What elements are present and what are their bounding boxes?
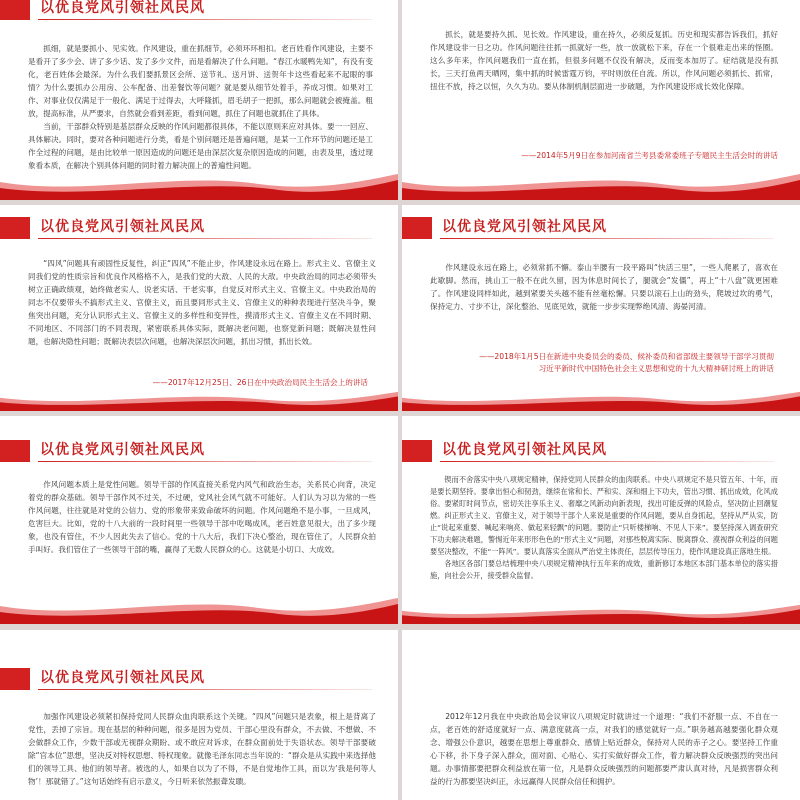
slide-header: [0, 664, 398, 694]
decorative-wave-footer: [402, 602, 800, 624]
decorative-wave-footer: [402, 389, 800, 411]
header-underline: [38, 238, 372, 239]
slide-2: [402, 0, 800, 200]
slide-body: [430, 710, 778, 788]
paragraph: 当前，干部群众特别是基层群众反映的作风问题都很具体，不能以原则来应对具体。要一一回应、具体解决。同时，要对各种问题进行分类，看是个别问题还是普遍问题，是某一工作环节的问题还是工作全过程的问题，是由比较单一原因造成的问题还是由深层次复杂原因造成的问题，由表及里，透过现象看本质，在解决个别具体问题的同时着力解决面上的普遍性问题。: [28, 122, 373, 170]
paragraph: 各地区各部门要总结梳理中央八项规定精神执行五年来的成效，重新修订本地区本部门基本单位的落实措施，向社会公开，接受群众监督。: [430, 559, 778, 580]
header-underline: [38, 689, 372, 690]
header-accent-bar: [0, 668, 30, 690]
paragraph: “四风”问题具有顽固性反复性，纠正“四风”不能止步，作风建设永远在路上。形式主义、官僚主义同我们党的性质宗旨和优良作风格格不入，是我们党的大敌、人民的大敌。中央政治局的同志必须带头树立正确政绩观，始终做老实人、说老实话、干老实事，自觉反对形式主义、官僚主义。中央政治局的同志不仅要带头不搞形式主义、官僚主义，而且要同形式主义、官僚主义的种种表现进行坚决斗争，聚焦突出问题，充分认识形式主义、官僚主义的多样性和变异性，摸清形式主义、官僚主义在不同时期、不同地区、不同部门的不同表现，紧密联系具体实际，既解决老问题，也察觉新问题；既解决显性问题，也解决隐性问题；既解决表层次问题，也解决深层次问题，抓出习惯，抓出长效。: [28, 259, 376, 346]
slide-title: 以优良党风引领社风民风: [40, 0, 205, 16]
speech-source: ——2017年12月25日、26日在中央政治局民主生活会上的讲话: [152, 378, 368, 387]
header-accent-bar: [0, 0, 30, 20]
slide-header: [402, 436, 800, 466]
header-underline: [38, 19, 372, 20]
slide-body: [28, 710, 376, 788]
paragraph: 加强作风建设必须紧扣保持党同人民群众血肉联系这个关键。“四风”问题只是表象，根上是背离了党性，丢掉了宗旨。现在基层的种种问题，很多是因为党员、干部心里没有群众，不去做、不想做、不会做群众工作，少数干部或无视群众期盼、或不敢应对诉求，在群众面前处于失语状态。领导干部要破除“官本位”思想，坚决反对特权思想、特权现象。就像毛泽东同志当年说的：“群众是从实践中来选择他们的领导工具、他们的领导者。被选的人，如果自以为了不得，不是自觉地作工具，而以为‘我是何等人物’！那就错了。”这句话始终有启示意义，今日听来依然振聋发聩。: [28, 712, 376, 786]
slide-title: 以优良党风引领社风民风: [40, 670, 205, 686]
slide-body: [28, 478, 376, 556]
slide-header: [402, 213, 800, 243]
decorative-wave-footer: [0, 594, 398, 624]
header-accent-bar: [0, 217, 30, 239]
slide-header: [0, 0, 398, 24]
slide-body: [28, 257, 376, 348]
slide-title: 以优良党风引领社风民风: [442, 442, 607, 458]
decorative-wave-footer: [402, 170, 800, 200]
slide-4: [402, 205, 800, 411]
slide-header: [0, 436, 398, 466]
paragraph: 锲而不舍落实中央八项规定精神，保持党同人民群众的血肉联系。中央八项规定不是只管五年、十年，而是要长期坚持。要拿出恒心和韧劲，继续在常和长、严和实、深和细上下功夫，管出习惯、抓出成效，化风成俗。要紧盯时间节点，密切关注享乐主义、奢靡之风新动向新表现，找出可能反弹的风险点，坚决防止回潮复燃。纠正形式主义、官僚主义，对于领导干部个人来说是重要的作风问题，要从自身抓起，坚持从严从实，防止“说起来重要、喊起来响亮、做起来轻飘”的问题。要防止“只听楼梯响、不见人下来”。要坚持深入调查研究下功夫解决难题，警惕近年来形形色色的“形式主义”问题，对那些脱离实际、脱离群众、漠视群众利益的问题要坚决整改，不能“一阵风”。要认真落实全面从严治党主体责任，层层传导压力，使作风建设真正落地生根。: [430, 475, 778, 556]
slide-5: [0, 416, 398, 624]
speech-source: ——2018年1月5日在新进中央委员会的委员、候补委员和省部级主要领导干部学习贯彻习近平新时代中国特色社会主义思想和党的十九大精神研讨班上的讲话: [479, 352, 774, 373]
slide-7: [0, 630, 398, 800]
slide-title: 以优良党风引领社风民风: [442, 219, 607, 235]
slide-3: [0, 205, 398, 411]
slide-1: [0, 0, 398, 200]
paragraph: 作风问题本质上是党性问题。领导干部的作风直接关系党内风气和政治生态，关系民心向背，决定着党的群众基础。领导干部作风不过关，不过硬，党风社会风气就不可能好。人们认为习以为常的一些作风问题，往往就是对党的公信力、党的形象带来致命破坏的问题。作风问题绝不是小事，一旦成风，危害巨大。比如，党的十八大前的一段时间里一些领导干部中吃喝成风，老百姓意见很大，出了多少现象，也没有管住，不少人因此失去了信心。党的十八大后，我们下决心整治，现在管住了，人民群众拍手叫好。我们管住了一些领导干部的嘴，赢得了无数人民群众的心。这就是小切口、大成效。: [28, 480, 376, 554]
header-accent-bar: [402, 440, 432, 462]
slide-title: 以优良党风引领社风民风: [40, 219, 205, 235]
slide-6: [402, 416, 800, 624]
speech-source: ——2014年5月9日在参加河南省兰考县委常委班子专题民主生活会时的讲话: [521, 151, 778, 160]
paragraph: 抓长，就是要持久抓、见长效。作风建设，重在持久，必须反复抓。历史和现实都告诉我们，抓好作风建设非一日之功。作风问题往往抓一抓就好一些，放一放就松下来，存在一个很难走出来的怪圈。这么多年来，作风问题我们一直在抓，但很多问题不仅没有解决，反而变本加厉了。症结就是没有抓长，三天打鱼两天晒网，集中抓的时候雷霆万钧，平时则放任自流。所以，作风问题必须抓长、抓常，扭住不放，持之以恒，久久为功。要从体制机制层面进一步破题，为作风建设形成长效化保障。: [430, 30, 778, 91]
slide-body: [430, 261, 778, 313]
header-accent-bar: [402, 217, 432, 239]
slide-8: [402, 630, 800, 800]
paragraph: 抓细，就是要抓小、见实效。作风建设，重在抓细节，必须环环相扣。老百姓看作风建设，主要不是看开了多少会、讲了多少话、发了多少文件，而是看解决了什么问题。“春江水暖鸭先知”，有没有变化，老百姓体会最深。为什么我们要抓景区会所、送节礼、送月饼、送贺年卡这些看起来不起眼的事情？为什么要抓办公用房、公车配备、出差餐饮等问题？就是要从细节处着手，养成习惯。如果对工作、对事业仅仅满足于一般化、满足于过得去，大呼隆抓，眉毛胡子一把抓，那么问题就会被掩盖。粗放，提高标准，从严要求，自然就会看到差距，看到问题，抓住了问题也就抓住了具体。: [28, 44, 373, 118]
slide-title: 以优良党风引领社风民风: [40, 442, 205, 458]
header-underline: [38, 461, 372, 462]
header-underline: [440, 238, 774, 239]
slide-body: [28, 42, 373, 172]
slide-body: [430, 28, 778, 93]
header-underline: [440, 461, 774, 462]
decorative-wave-footer: [0, 389, 398, 411]
paragraph: 2012年12月我在中央政治局会议审议八项规定时就讲过一个道理：“我们不舒服一点、不自在一点，老百姓的舒适度就好一点、满意度就高一点，对我们的感觉就好一点。”职务越高越要强化群众观念、增强公仆意识，越要在思想上尊重群众、感情上贴近群众，保持对人民的赤子之心。要坚持工作重心下移，扑下身子深入群众，面对面、心贴心、实打实做好群众工作，着力解决群众反映强烈的突出问题。办事情都要把群众利益放在第一位，凡是群众反映强烈的问题都要严肃认真对待，凡是损害群众利益的行为都要坚决纠正，永远赢得人民群众信任和拥护。: [430, 712, 778, 786]
header-accent-bar: [0, 440, 30, 462]
paragraph: 作风建设永远在路上，必须常抓不懈。泰山半腰有一段平路叫“快活三里”，一些人爬累了，喜欢在此歇脚。然而，挑山工一般不在此久留，因为休息时间长了，腿就会“发僵”，再上“十八盘”就更困难了。作风建设同样如此，越到紧要关头越不能有丝毫松懈。只要以滚石上山的劲头，爬坡过坎的勇气，保持定力、寸步不让，深化整治、见底见效，就能一步步实现弊绝风清、海晏河清。: [430, 263, 778, 311]
slide-header: [0, 213, 398, 243]
slide-body: [430, 474, 778, 582]
decorative-wave-footer: [0, 170, 398, 200]
